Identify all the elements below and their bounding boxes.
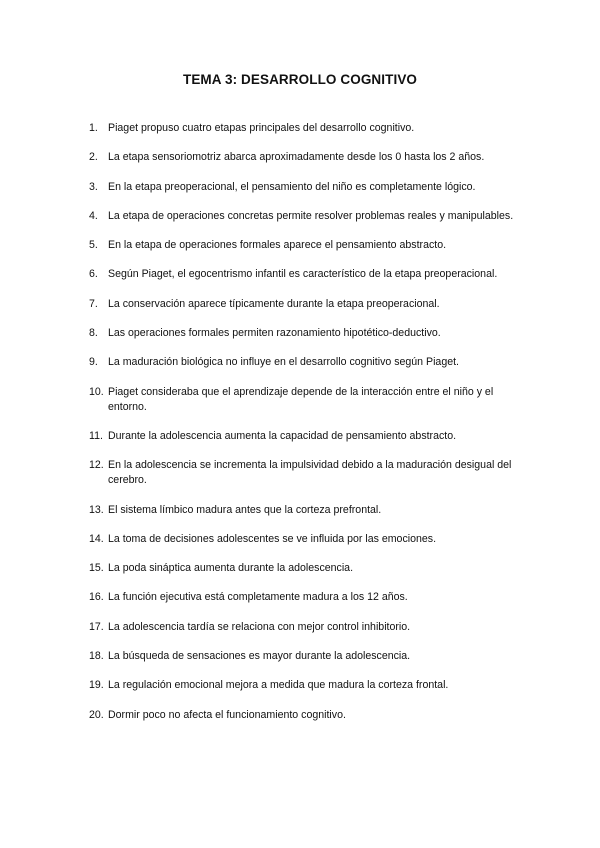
list-item	[89, 590, 529, 605]
list-item	[89, 180, 529, 195]
item-text: La etapa sensoriomotriz abarca aproximadamente desde los 0 hasta los 2 años.	[108, 151, 485, 164]
list-item	[89, 150, 529, 165]
list-item	[89, 620, 529, 635]
item-number: 6.	[89, 268, 98, 281]
list-item	[89, 121, 529, 136]
item-text: La adolescencia tardía se relaciona con mejor control inhibitorio.	[108, 620, 411, 633]
list-item	[89, 326, 529, 341]
item-number: 5.	[89, 239, 98, 252]
item-text: La maduración biológica no influye en el desarrollo cognitivo según Piaget.	[108, 356, 459, 369]
item-number: 10.	[89, 385, 104, 398]
item-text: En la adolescencia se incrementa la impulsividad debido a la maduración desigual del cerebro.	[108, 459, 512, 487]
item-text: Piaget propuso cuatro etapas principales del desarrollo cognitivo.	[108, 122, 415, 134]
item-text: Durante la adolescencia aumenta la capacidad de pensamiento abstracto.	[108, 429, 457, 442]
item-number: 15.	[89, 562, 104, 575]
item-number: 12.	[89, 459, 104, 472]
statement-list	[89, 121, 529, 737]
list-item	[89, 678, 529, 693]
item-number: 18.	[89, 650, 104, 663]
item-number: 13.	[89, 503, 104, 516]
list-item	[89, 532, 529, 547]
item-text: Según Piaget, el egocentrismo infantil es característico de la etapa preoperacional.	[108, 268, 498, 281]
item-number: 9.	[89, 356, 98, 369]
list-item	[89, 503, 529, 518]
item-text: Dormir poco no afecta el funcionamiento cognitivo.	[108, 708, 346, 721]
item-text: Piaget consideraba que el aprendizaje depende de la interacción entre el niño y el entorno.	[108, 385, 494, 413]
item-number: 7.	[89, 297, 98, 310]
item-text: Las operaciones formales permiten razonamiento hipotético-deductivo.	[108, 327, 441, 340]
item-number: 19.	[89, 679, 104, 692]
item-number: 16.	[89, 591, 104, 604]
item-text: La poda sináptica aumenta durante la adolescencia.	[108, 562, 354, 575]
list-item	[89, 708, 529, 723]
item-number: 14.	[89, 532, 104, 545]
item-text: En la etapa de operaciones formales aparece el pensamiento abstracto.	[108, 239, 447, 252]
item-number: 17.	[89, 620, 104, 633]
item-number: 3.	[89, 180, 98, 193]
item-text: La función ejecutiva está completamente madura a los 12 años.	[108, 591, 408, 604]
list-item	[89, 209, 529, 224]
page-title: TEMA 3: DESARROLLO COGNITIVO	[182, 72, 418, 87]
list-item	[89, 297, 529, 312]
item-number: 20.	[89, 708, 104, 721]
list-item	[89, 458, 529, 488]
list-item	[89, 355, 529, 370]
item-number: 11.	[89, 429, 103, 442]
item-number: 8.	[89, 327, 98, 340]
item-number: 4.	[89, 209, 98, 222]
list-item	[89, 238, 529, 253]
list-item	[89, 267, 529, 282]
item-number: 1.	[89, 122, 98, 134]
item-text: La búsqueda de sensaciones es mayor durante la adolescencia.	[108, 650, 411, 663]
list-item	[89, 385, 529, 415]
item-text: La toma de decisiones adolescentes se ve influida por las emociones.	[108, 532, 437, 545]
list-item	[89, 561, 529, 576]
item-text: El sistema límbico madura antes que la corteza prefrontal.	[108, 503, 382, 516]
item-text: En la etapa preoperacional, el pensamiento del niño es completamente lógico.	[108, 180, 476, 193]
item-number: 2.	[89, 151, 98, 164]
list-item	[89, 429, 529, 444]
item-text: La conservación aparece típicamente durante la etapa preoperacional.	[108, 297, 440, 310]
list-item	[89, 649, 529, 664]
item-text: La etapa de operaciones concretas permite resolver problemas reales y manipulables.	[108, 209, 514, 222]
item-text: La regulación emocional mejora a medida que madura la corteza frontal.	[108, 679, 449, 692]
